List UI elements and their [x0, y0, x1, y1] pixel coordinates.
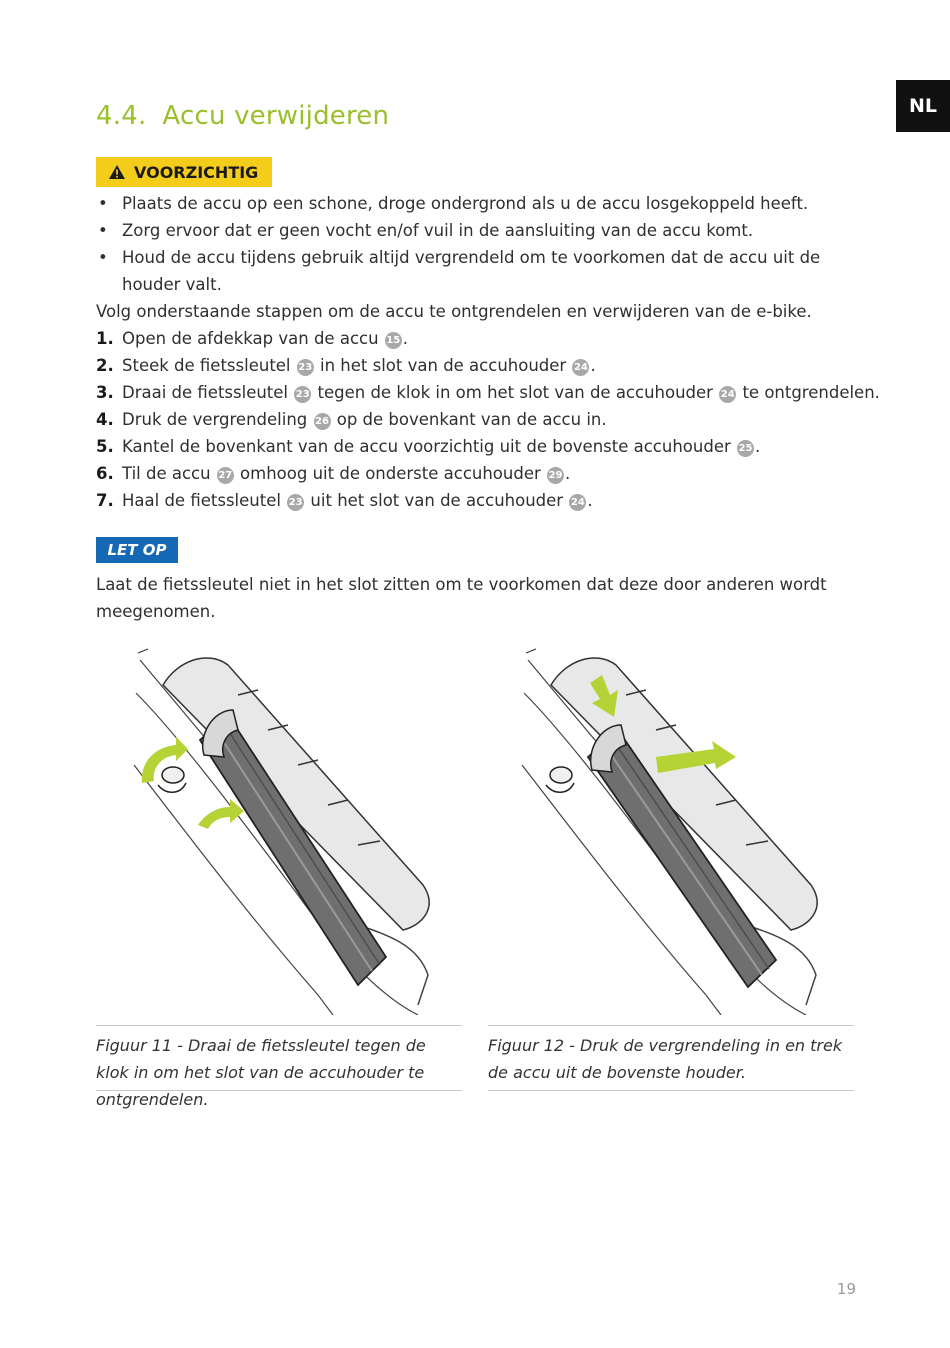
list-item [96, 244, 856, 298]
reference-badge: 23 [294, 386, 311, 403]
reference-badge: 24 [719, 386, 736, 403]
reference-badge: 15 [385, 332, 402, 349]
language-tab: NL [896, 80, 950, 132]
section-title: Accu verwijderen [162, 101, 390, 131]
figure-11-caption: Figuur 11 - Draai de fietssleutel tegen de klok in om het slot van de accuhouder te ontgrendelen. [96, 1025, 462, 1091]
note-label: LET OP [96, 537, 178, 563]
reference-badge: 23 [297, 359, 314, 376]
steps-intro: Volg onderstaande stappen om de accu te ontgrendelen en verwijderen van de e-bike. [96, 302, 812, 321]
step-number: 5. [96, 437, 114, 456]
steps-list [96, 325, 880, 514]
reference-badge: 25 [737, 440, 754, 457]
bullet-text: Plaats de accu op een schone, droge ondergrond als u de accu losgekoppeld heeft. [122, 194, 809, 213]
step-number: 7. [96, 491, 114, 510]
reference-badge: 24 [569, 494, 586, 511]
section-number: 4.4. [96, 101, 147, 131]
step-number: 3. [96, 383, 114, 402]
list-item [96, 217, 856, 244]
step-number: 1. [96, 329, 114, 348]
step-item: 1. Open de afdekkap van de accu 15 . [96, 325, 856, 352]
step-item: 2. Steek de fietssleutel 23 in het slot van de accuhouder 24 . [96, 352, 856, 379]
reference-badge: 27 [217, 467, 234, 484]
bullet-symbol: • [98, 221, 108, 240]
reference-badge: 23 [287, 494, 304, 511]
caution-banner [96, 157, 272, 187]
list-item [96, 190, 856, 217]
warning-triangle-icon [108, 164, 126, 180]
bullet-text: Zorg ervoor dat er geen vocht en/of vuil in de aansluiting van de accu komt. [122, 221, 754, 240]
step-number: 6. [96, 464, 114, 483]
figure-12-illustration [506, 645, 846, 1015]
caution-list [96, 190, 856, 298]
main-content [96, 190, 880, 514]
note-text: Laat de fietssleutel niet in het slot zitten om te voorkomen dat deze door anderen wordt meegenomen. [96, 575, 827, 621]
page-number: 19 [836, 1280, 856, 1298]
bullet-symbol: • [98, 194, 108, 213]
step-item: 5. Kantel de bovenkant van de accu voorzichtig uit de bovenste accuhouder 25 . [96, 433, 856, 460]
reference-badge: 24 [572, 359, 589, 376]
step-item: 6. Til de accu 27 omhoog uit de onderste accuhouder 29 . [96, 460, 856, 487]
bullet-symbol: • [98, 248, 108, 267]
caution-label: VOORZICHTIG [134, 162, 259, 182]
step-number: 2. [96, 356, 114, 375]
step-item: 3. Draai de fietssleutel 23 tegen de klok in om het slot van de accuhouder 24 te ontgrendelen. [96, 379, 856, 406]
step-number: 4. [96, 410, 114, 429]
step-item: 7. Haal de fietssleutel 23 uit het slot van de accuhouder 24 . [96, 487, 856, 514]
section-heading [96, 101, 389, 131]
reference-badge: 26 [314, 413, 331, 430]
reference-badge: 29 [547, 467, 564, 484]
bullet-text: Houd de accu tijdens gebruik altijd vergrendeld om te voorkomen dat de accu uit de houder valt. [122, 248, 821, 294]
step-item: 4. Druk de vergrendeling 26 op de bovenkant van de accu in. [96, 406, 856, 433]
figure-11-illustration [118, 645, 458, 1015]
figure-12-caption: Figuur 12 - Druk de vergrendeling in en trek de accu uit de bovenste houder. [488, 1025, 854, 1091]
